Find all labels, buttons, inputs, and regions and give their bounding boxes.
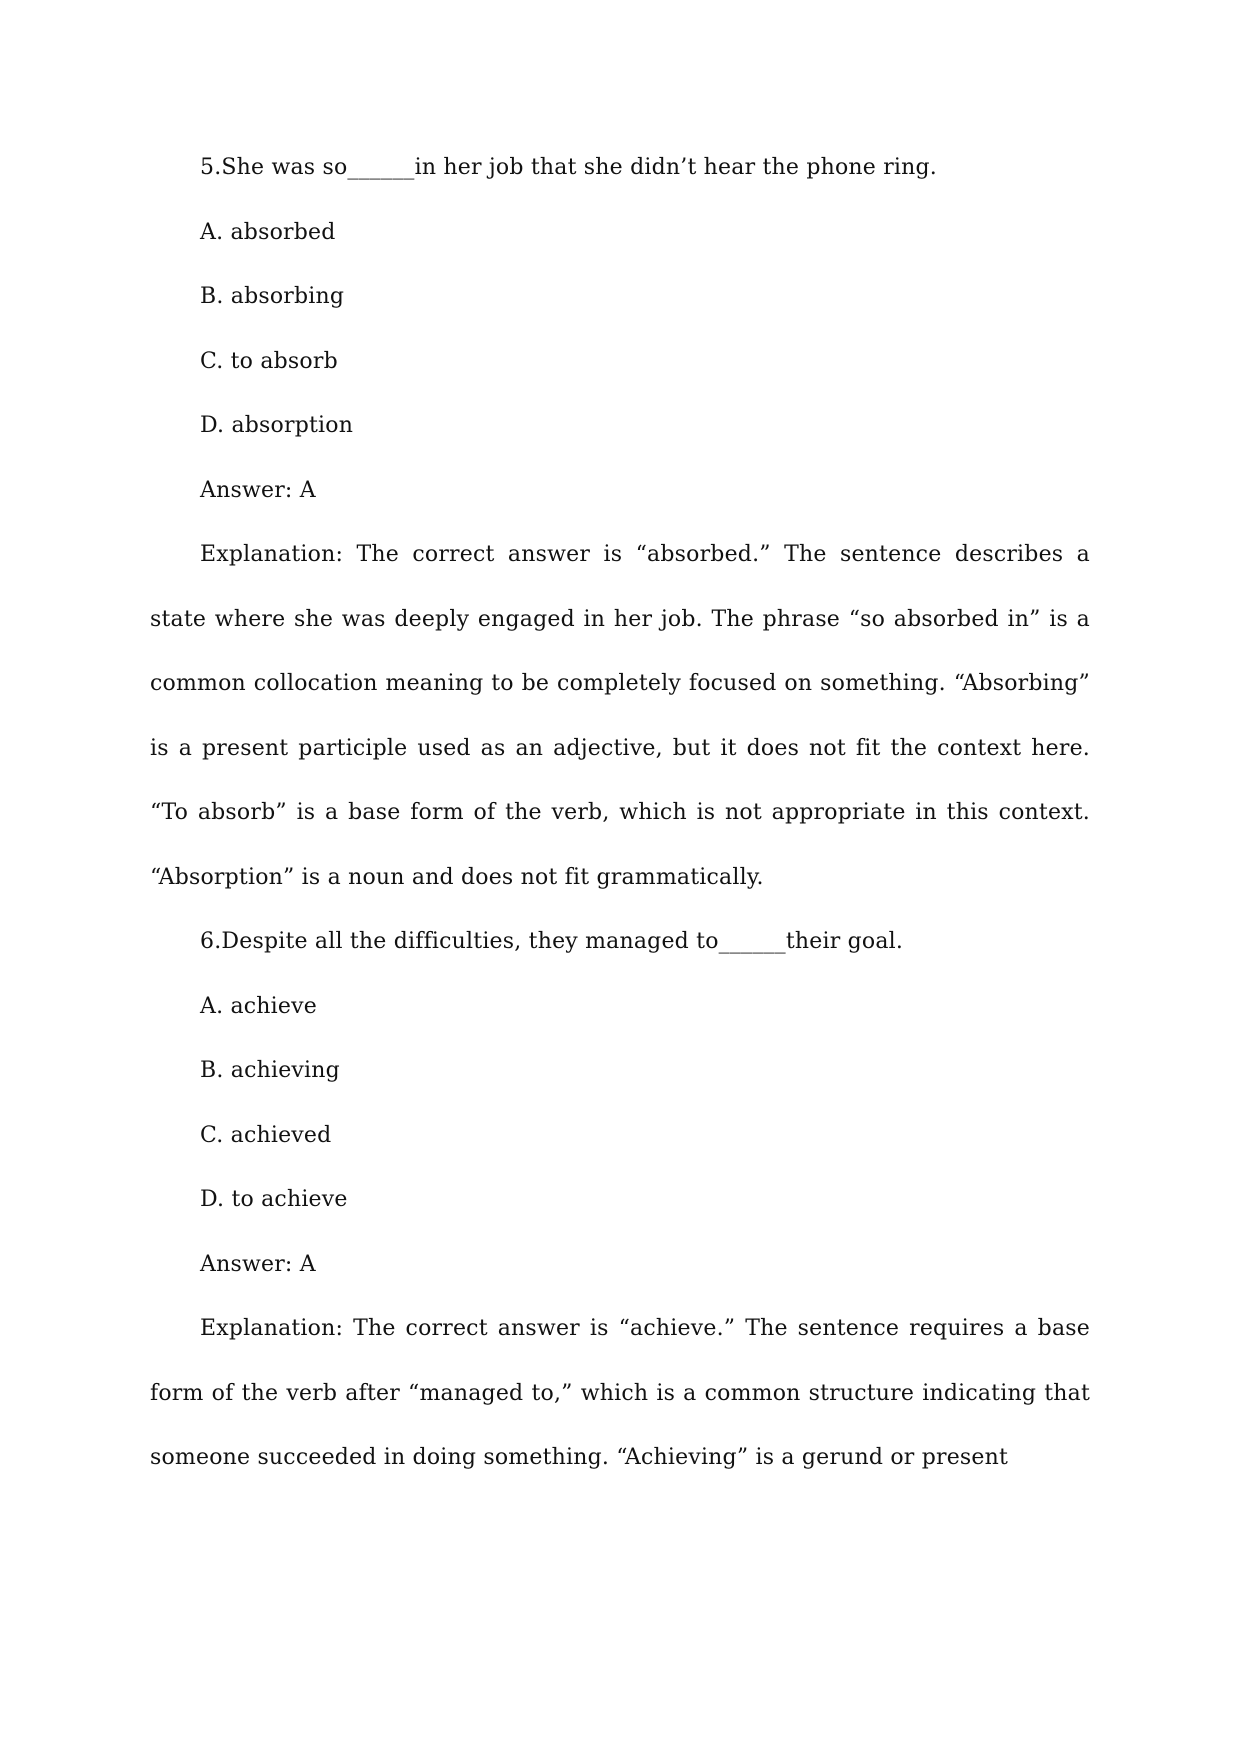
question-5-explanation: Explanation: The correct answer is “absorbed.” The sentence describes a state where she was deeply engaged in her job. The phrase “so absorbed in” is a common collocation meaning to be completely focused on something. “Absorbing” is a present participle used as an adjective, but it does not fit the context here. “To absorb” is a base form of the verb, which is not appropriate in this context. “Absorption” is a noun and does not fit grammatically. bbox=[150, 542, 1090, 890]
question-6-answer: Answer: A bbox=[200, 1251, 316, 1277]
question-5-option-b: B. absorbing bbox=[200, 284, 345, 309]
question-6-option-b: B. achieving bbox=[200, 1058, 340, 1083]
question-5-option-d: D. absorption bbox=[200, 413, 354, 438]
question-6-option-d: D. to achieve bbox=[200, 1187, 348, 1212]
question-6-explanation: Explanation: The correct answer is “achieve.” The sentence requires a base form of the verb after “managed to,” which is a common structure indicating that someone succeeded in doing something. “Achieving” is a gerund or present bbox=[150, 1316, 1090, 1470]
question-6-option-a: A. achieve bbox=[200, 993, 317, 1019]
question-5-answer: Answer: A bbox=[200, 477, 316, 503]
question-5-option-c: C. to absorb bbox=[200, 348, 338, 374]
question-5-option-a: A. absorbed bbox=[200, 219, 336, 245]
question-6-stem: 6.Despite all the difficulties, they managed to______their goal. bbox=[200, 929, 904, 954]
question-6-option-c: C. achieved bbox=[200, 1122, 332, 1148]
question-5-stem: 5.She was so______in her job that she didn’t hear the phone ring. bbox=[200, 155, 937, 180]
page-content bbox=[150, 136, 1090, 1491]
